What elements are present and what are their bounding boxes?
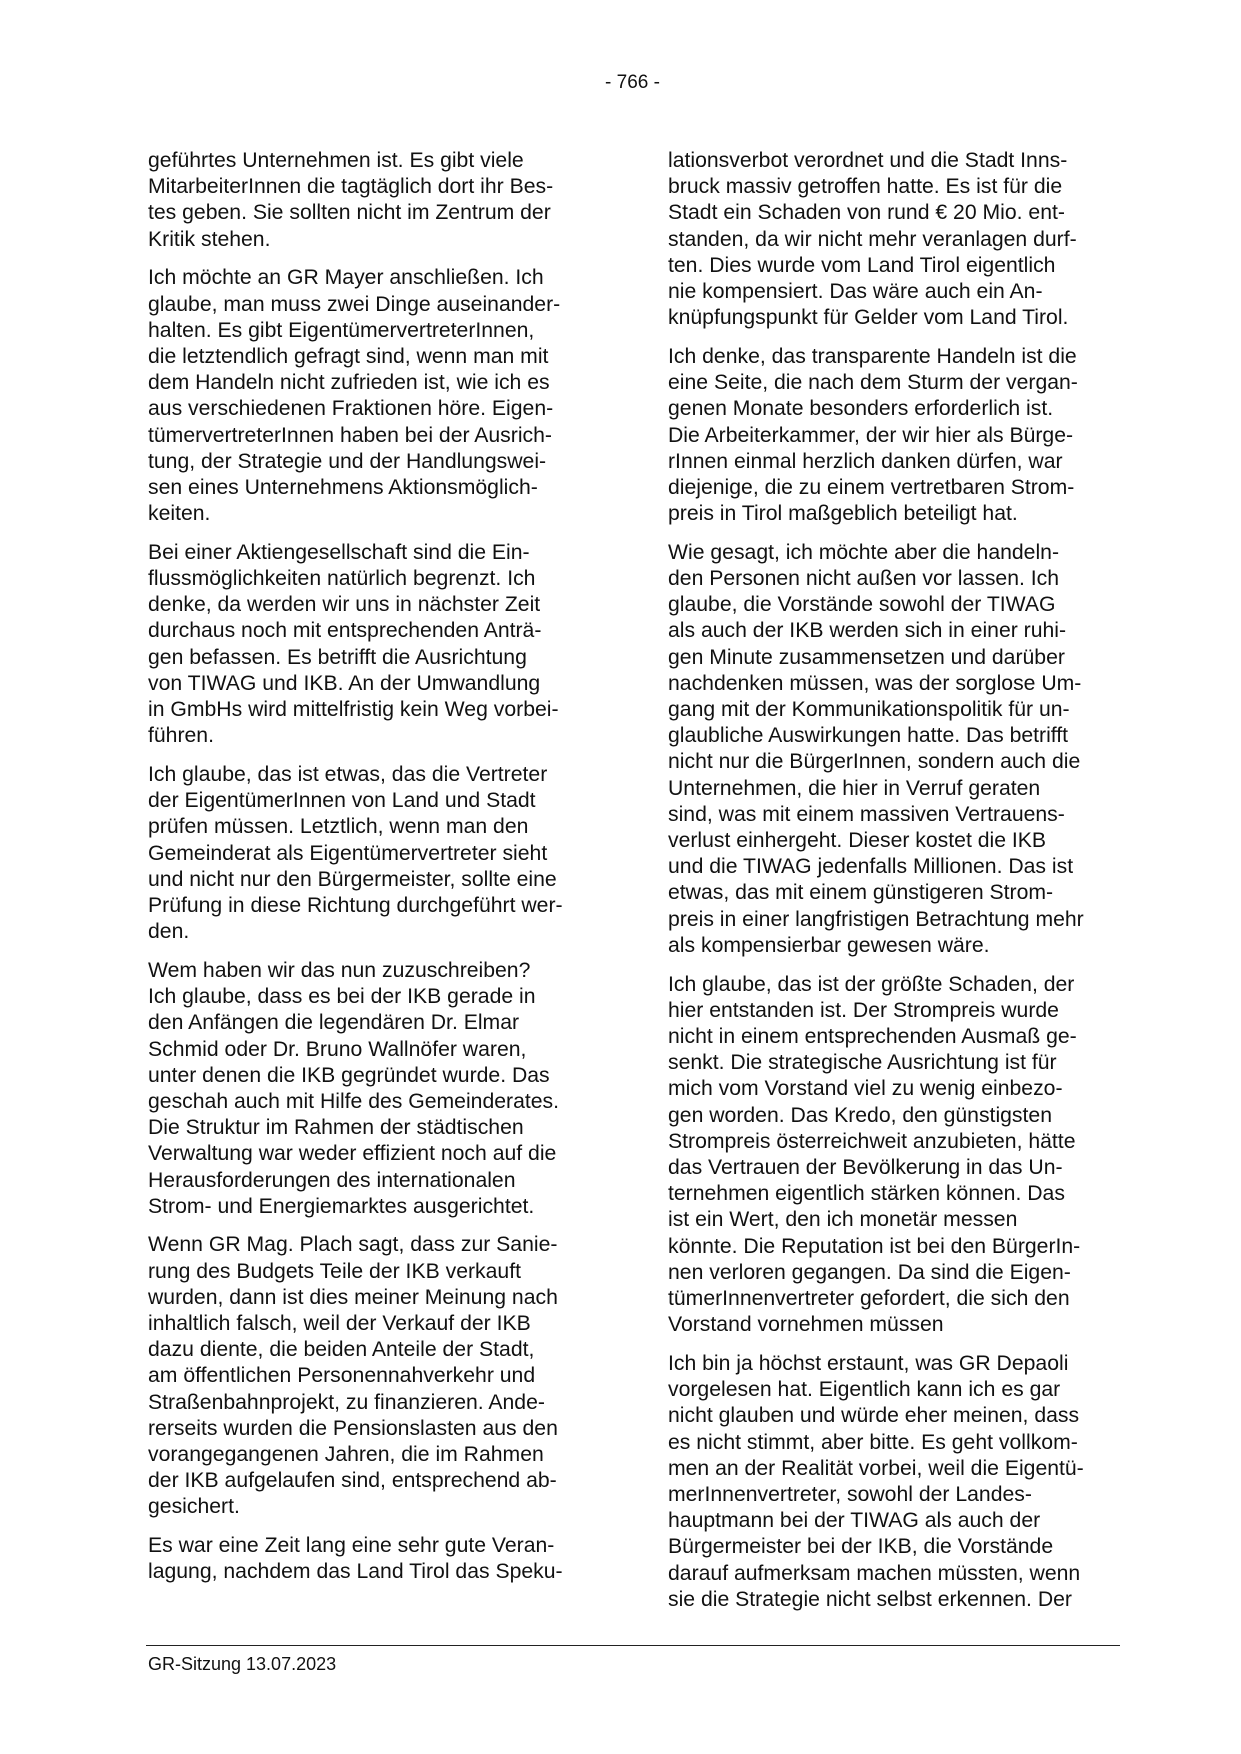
paragraph: Bei einer Aktiengesellschaft sind die Ein- flussmöglichkeiten natürlich begrenzt. Ich denke, da werden wir uns in nächster Zeit durchaus noch mit entsprechenden Anträ- gen befassen. Es betrifft die Ausrichtung von TIWAG und IKB. An der Umwandlung in GmbHs wird mittelfristig kein Weg vorbei- führen. — [148, 540, 559, 748]
paragraph: Ich glaube, das ist der größte Schaden, der hier entstanden ist. Der Strompreis wurde nicht in einem entsprechenden Ausmaß ge- senkt. Die strategische Ausrichtung ist für mich vom Vorstand viel zu wenig einbezo- gen worden. Das Kredo, den günstigsten Strompreis österreichweit anzubieten, hätte das Vertrauen der Bevölkerung in das Un- ternehmen eigentlich stärken können. Das ist ein Wert, den ich monetär messen könnte. Die Reputation ist bei den BürgerIn- nen verloren gegangen. Da sind die Eigen- tümerInnenvertreter gefordert, die sich den Vorstand vornehmen müssen — [668, 972, 1081, 1337]
paragraph: Wenn GR Mag. Plach sagt, dass zur Sanie- rung des Budgets Teile der IKB verkauft wurden, dann ist dies meiner Meinung nach inhaltlich falsch, weil der Verkauf der IKB dazu diente, die beiden Anteile der Stadt, am öffentlichen Personennahverkehr und Straßenbahnprojekt, zu finanzieren. Ande- rerseits wurden die Pensionslasten aus den vorangegangenen Jahren, die im Rahmen der IKB aufgelaufen sind, entsprechend ab- gesichert. — [148, 1233, 558, 1519]
paragraph: Wie gesagt, ich möchte aber die handeln- den Personen nicht außen vor lassen. Ich glaube, die Vorstände sowohl der TIWAG als auch der IKB werden sich in einer ruhi- gen Minute zusammensetzen und darüber nachdenken müssen, was der sorglose Um- gang mit der Kommunikationspolitik für un- glaubliche Auswirkungen hatte. Das betrifft nicht nur die BürgerInnen, sondern auch die Unternehmen, die hier in Verruf geraten sind, was mit einem massiven Vertrauens- verlust einhergeht. Dieser kostet die IKB und die TIWAG jedenfalls Millionen. Das ist etwas, das mit einem günstigeren Strom- preis in einer langfristigen Betrachtung mehr als kompensierbar gewesen wäre. — [668, 540, 1084, 957]
paragraph: Ich bin ja höchst erstaunt, was GR Depaoli vorgelesen hat. Eigentlich kann ich es gar nicht glauben und würde eher meinen, dass es nicht stimmt, aber bitte. Es geht vollkom- men an der Realität vorbei, weil die Eigentü- merInnenvertreter, sowohl der Landes- hauptmann bei der TIWAG als auch der Bürgermeister bei der IKB, die Vorstände darauf aufmerksam machen müssten, wenn sie die Strategie nicht selbst erkennen. Der — [668, 1351, 1084, 1611]
paragraph: Ich möchte an GR Mayer anschließen. Ich glaube, man muss zwei Dinge auseinander- halten. Es gibt EigentümervertreterInnen, die letztendlich gefragt sind, wenn man mit dem Handeln nicht zufrieden ist, wie ich es aus verschiedenen Fraktionen höre. Eigen- tümervertreterInnen haben bei der Ausrich- tung, der Strategie und der Handlungswei- sen eines Unternehmens Aktionsmöglich- keiten. — [148, 266, 561, 526]
paragraph: lationsverbot verordnet und die Stadt Inns- bruck massiv getroffen hatte. Es ist für die Stadt ein Schaden von rund € 20 Mio. ent- standen, da wir nicht mehr veranlagen durf- ten. Dies wurde vom Land Tirol eigentlich nie kompensiert. Das wäre auch ein An- knüpfungspunkt für Gelder vom Land Tirol. — [668, 149, 1077, 330]
left-column — [148, 148, 603, 1598]
footer-divider — [146, 1645, 1120, 1646]
page-number: - 766 - — [605, 72, 660, 93]
paragraph: Es war eine Zeit lang eine sehr gute Veran- lagung, nachdem das Land Tirol das Speku- — [148, 1534, 563, 1584]
paragraph: Wem haben wir das nun zuzuschreiben? Ich glaube, dass es bei der IKB gerade in den Anfängen die legendären Dr. Elmar Schmid oder Dr. Bruno Wallnöfer waren, unter denen die IKB gegründet wurde. Das geschah auch mit Hilfe des Gemeinderates. Die Struktur im Rahmen der städtischen Verwaltung war weder effizient noch auf die Herausforderungen des internationalen Strom- und Energiemarktes ausgerichtet. — [148, 958, 560, 1218]
paragraph: geführtes Unternehmen ist. Es gibt viele MitarbeiterInnen die tagtäglich dort ihr Bes- tes geben. Sie sollten nicht im Zentrum der Kritik stehen. — [148, 149, 554, 251]
footer-session-date: GR-Sitzung 13.07.2023 — [148, 1654, 337, 1674]
paragraph: Ich glaube, das ist etwas, das die Vertreter der EigentümerInnen von Land und Stadt prüfen müssen. Letztlich, wenn man den Gemeinderat als Eigentümervertreter sieht und nicht nur den Bürgermeister, sollte eine Prüfung in diese Richtung durchgeführt wer- den. — [148, 762, 563, 944]
paragraph: Ich denke, das transparente Handeln ist die eine Seite, die nach dem Sturm der vergan- genen Monate besonders erforderlich ist. Die Arbeiterkammer, der wir hier als Bürge- rInnen einmal herzlich danken dürfen, war diejenige, die zu einem vertretbaren Strom- preis in Tirol maßgeblich beteiligt hat. — [668, 344, 1078, 526]
right-column — [668, 148, 1123, 1625]
